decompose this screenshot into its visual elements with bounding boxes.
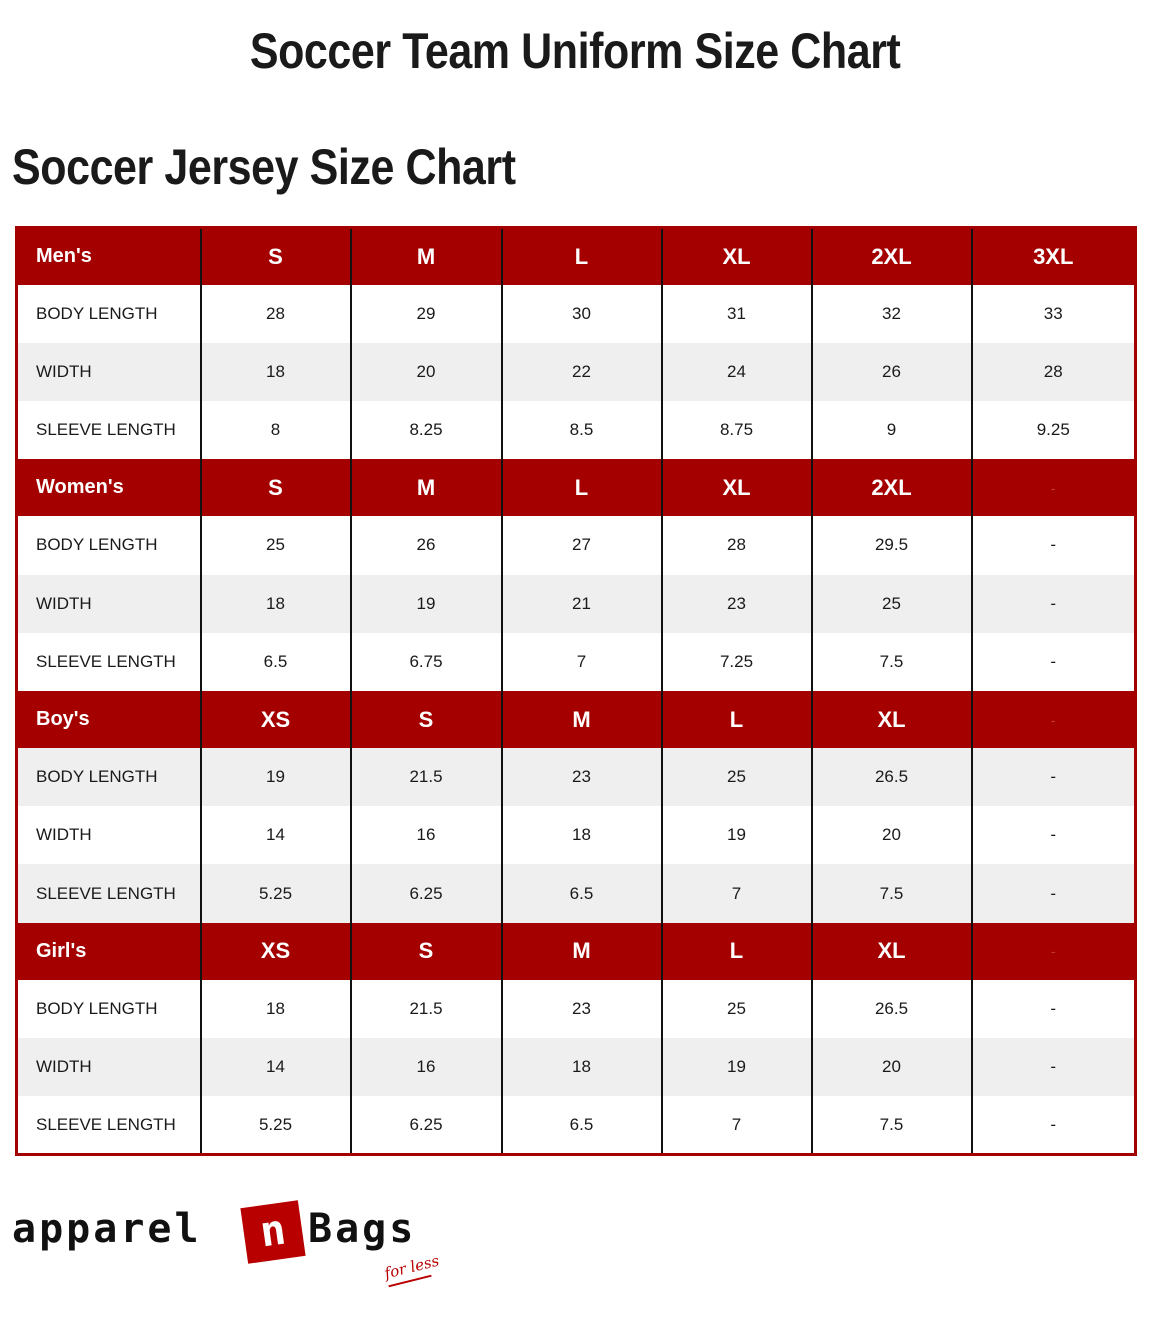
- measurement-value: 25: [201, 516, 351, 574]
- logo-tagline: for less: [382, 1251, 441, 1283]
- size-header-cell: -: [972, 923, 1136, 980]
- measurement-value: 26.5: [812, 980, 972, 1038]
- measurement-value: 22: [502, 343, 662, 401]
- measurement-row: [17, 748, 1136, 806]
- size-header-cell: 2XL: [812, 228, 972, 285]
- measurement-value: 31: [662, 285, 812, 343]
- section-label: Men's: [17, 228, 201, 285]
- measurement-value: 29: [351, 285, 502, 343]
- size-header-cell: S: [201, 459, 351, 516]
- logo-n-box: [240, 1200, 305, 1264]
- measurement-value: 8.5: [502, 401, 662, 459]
- measurement-value: 20: [351, 343, 502, 401]
- measurement-value: 26.5: [812, 748, 972, 806]
- measurement-value: 19: [201, 748, 351, 806]
- measurement-value: 21.5: [351, 748, 502, 806]
- measurement-label: BODY LENGTH: [17, 516, 201, 574]
- measurement-value: 32: [812, 285, 972, 343]
- measurement-value: 7.25: [662, 633, 812, 691]
- brand-logo: [12, 1196, 442, 1296]
- section-header-row: [17, 228, 1136, 285]
- size-header-cell: 2XL: [812, 459, 972, 516]
- size-header-cell: L: [502, 459, 662, 516]
- measurement-value: 28: [662, 516, 812, 574]
- size-header-cell: -: [972, 459, 1136, 516]
- measurement-value: 30: [502, 285, 662, 343]
- measurement-label: BODY LENGTH: [17, 285, 201, 343]
- size-header-cell: M: [502, 691, 662, 748]
- measurement-value: 6.5: [201, 633, 351, 691]
- size-header-cell: S: [351, 691, 502, 748]
- measurement-value: 21.5: [351, 980, 502, 1038]
- measurement-value: 33: [972, 285, 1136, 343]
- measurement-row: [17, 285, 1136, 343]
- measurement-value: -: [972, 1096, 1136, 1154]
- section-label: Girl's: [17, 923, 201, 980]
- measurement-value: 27: [502, 516, 662, 574]
- measurement-value: 18: [502, 1038, 662, 1096]
- size-header-cell: L: [662, 923, 812, 980]
- measurement-value: 9: [812, 401, 972, 459]
- logo-text-left: apparel: [12, 1206, 202, 1252]
- measurement-value: -: [972, 633, 1136, 691]
- measurement-row: [17, 806, 1136, 864]
- size-header-cell: XS: [201, 923, 351, 980]
- measurement-value: 28: [972, 343, 1136, 401]
- measurement-label: SLEEVE LENGTH: [17, 864, 201, 922]
- measurement-value: 20: [812, 1038, 972, 1096]
- measurement-label: SLEEVE LENGTH: [17, 1096, 201, 1154]
- measurement-value: 23: [662, 575, 812, 633]
- size-header-cell: M: [351, 459, 502, 516]
- measurement-value: 20: [812, 806, 972, 864]
- measurement-value: 7.5: [812, 633, 972, 691]
- measurement-label: WIDTH: [17, 343, 201, 401]
- measurement-value: 16: [351, 806, 502, 864]
- size-header-cell: -: [972, 691, 1136, 748]
- measurement-value: 7.5: [812, 864, 972, 922]
- size-header-cell: XL: [662, 228, 812, 285]
- size-header-cell: XL: [812, 923, 972, 980]
- section-label: Women's: [17, 459, 201, 516]
- section-header-row: [17, 691, 1136, 748]
- measurement-value: 26: [351, 516, 502, 574]
- measurement-value: -: [972, 748, 1136, 806]
- measurement-value: -: [972, 980, 1136, 1038]
- measurement-value: 7: [502, 633, 662, 691]
- section-label: Boy's: [17, 691, 201, 748]
- measurement-value: 18: [201, 980, 351, 1038]
- measurement-row: [17, 343, 1136, 401]
- measurement-value: 26: [812, 343, 972, 401]
- size-header-cell: XL: [812, 691, 972, 748]
- measurement-value: 23: [502, 980, 662, 1038]
- measurement-value: -: [972, 575, 1136, 633]
- measurement-value: 8: [201, 401, 351, 459]
- measurement-value: 21: [502, 575, 662, 633]
- measurement-value: 25: [662, 980, 812, 1038]
- measurement-value: 9.25: [972, 401, 1136, 459]
- measurement-value: 23: [502, 748, 662, 806]
- page-title: Soccer Team Uniform Size Chart: [249, 23, 901, 79]
- section-header-row: [17, 923, 1136, 980]
- measurement-value: 8.75: [662, 401, 812, 459]
- size-header-cell: L: [662, 691, 812, 748]
- measurement-row: [17, 1038, 1136, 1096]
- measurement-label: WIDTH: [17, 1038, 201, 1096]
- measurement-value: 19: [662, 1038, 812, 1096]
- measurement-value: 6.25: [351, 864, 502, 922]
- size-header-cell: M: [351, 228, 502, 285]
- size-header-cell: S: [201, 228, 351, 285]
- measurement-value: 5.25: [201, 1096, 351, 1154]
- measurement-value: -: [972, 516, 1136, 574]
- measurement-value: 24: [662, 343, 812, 401]
- section-header-row: [17, 459, 1136, 516]
- measurement-value: -: [972, 1038, 1136, 1096]
- measurement-value: 18: [502, 806, 662, 864]
- measurement-value: 25: [812, 575, 972, 633]
- measurement-label: WIDTH: [17, 575, 201, 633]
- measurement-row: [17, 864, 1136, 922]
- measurement-value: 18: [201, 343, 351, 401]
- size-chart-table: [15, 226, 1137, 1156]
- measurement-row: [17, 1096, 1136, 1154]
- measurement-value: 19: [351, 575, 502, 633]
- logo-n-letter: n: [256, 1204, 289, 1257]
- measurement-value: 14: [201, 1038, 351, 1096]
- measurement-label: BODY LENGTH: [17, 980, 201, 1038]
- measurement-row: [17, 633, 1136, 691]
- size-header-cell: XL: [662, 459, 812, 516]
- measurement-value: 18: [201, 575, 351, 633]
- measurement-value: 25: [662, 748, 812, 806]
- measurement-value: 6.25: [351, 1096, 502, 1154]
- measurement-value: -: [972, 864, 1136, 922]
- measurement-value: 29.5: [812, 516, 972, 574]
- size-header-cell: M: [502, 923, 662, 980]
- measurement-label: SLEEVE LENGTH: [17, 633, 201, 691]
- measurement-row: [17, 516, 1136, 574]
- size-header-cell: S: [351, 923, 502, 980]
- measurement-value: 6.5: [502, 1096, 662, 1154]
- measurement-label: SLEEVE LENGTH: [17, 401, 201, 459]
- measurement-value: 7.5: [812, 1096, 972, 1154]
- size-header-cell: 3XL: [972, 228, 1136, 285]
- measurement-value: 8.25: [351, 401, 502, 459]
- measurement-value: 5.25: [201, 864, 351, 922]
- measurement-value: 7: [662, 1096, 812, 1154]
- measurement-row: [17, 401, 1136, 459]
- measurement-value: 6.5: [502, 864, 662, 922]
- section-title: Soccer Jersey Size Chart: [12, 139, 516, 195]
- size-header-cell: L: [502, 228, 662, 285]
- measurement-row: [17, 980, 1136, 1038]
- measurement-value: 7: [662, 864, 812, 922]
- logo-text-right: Bags: [308, 1206, 417, 1252]
- measurement-label: BODY LENGTH: [17, 748, 201, 806]
- measurement-value: 14: [201, 806, 351, 864]
- measurement-value: 28: [201, 285, 351, 343]
- measurement-row: [17, 575, 1136, 633]
- measurement-value: -: [972, 806, 1136, 864]
- measurement-value: 16: [351, 1038, 502, 1096]
- measurement-value: 6.75: [351, 633, 502, 691]
- size-header-cell: XS: [201, 691, 351, 748]
- measurement-value: 19: [662, 806, 812, 864]
- measurement-label: WIDTH: [17, 806, 201, 864]
